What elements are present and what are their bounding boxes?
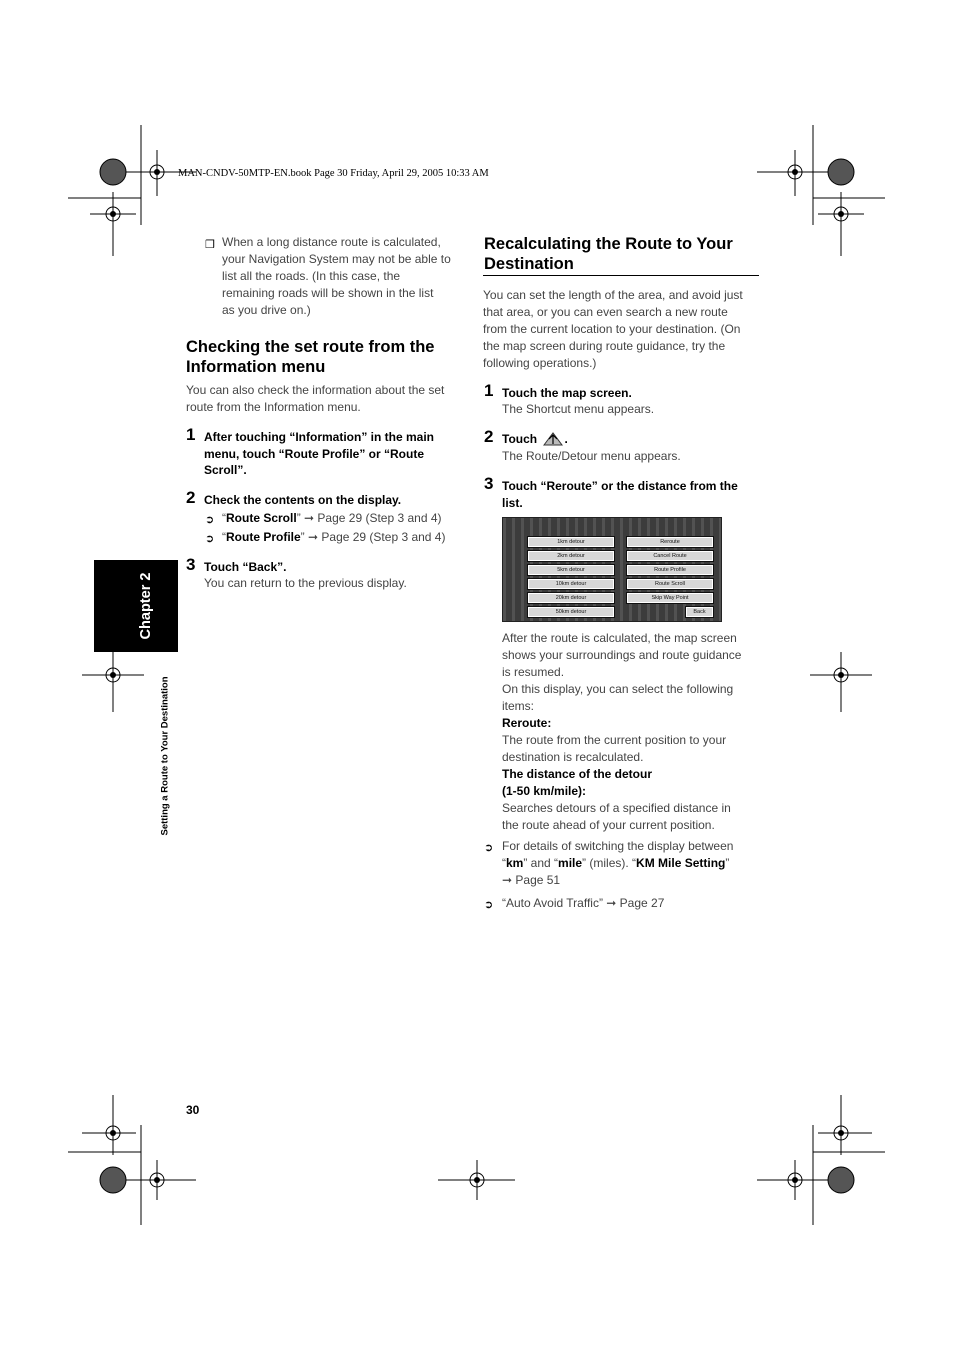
back-button[interactable]: Back (686, 607, 713, 617)
step-text: Touch (502, 432, 538, 446)
after-line: is resumed. (502, 665, 565, 679)
ref-target: ” ➞ Page 29 (Step 3 and 4) (296, 511, 442, 525)
arrow-bullet-icon: ➲ (205, 533, 215, 545)
reroute-line: The route from the current position to your (502, 733, 727, 747)
step-line: list. (502, 495, 523, 510)
heading-line: Destination (484, 255, 574, 273)
step-number: 3 (186, 555, 196, 574)
step-result: The Shortcut menu appears. (502, 402, 655, 416)
detour-20km-button[interactable]: 20km detour (528, 593, 614, 603)
ref-term: Route Scroll (226, 511, 297, 525)
note-line: remaining roads will be shown in the list (222, 286, 434, 300)
section-intro (186, 382, 444, 416)
file-header: MAN-CNDV-50MTP-EN.book Page 30 Friday, April 29, 2005 10:33 AM (178, 168, 489, 179)
intro-line: the map screen during route guidance, try the (483, 339, 726, 353)
ref-line: For details of switching the display between (502, 839, 734, 853)
reroute-line: destination is recalculated. (502, 750, 644, 764)
quote: ” and “ (523, 856, 559, 870)
detour-1km-button[interactable]: 1km detour (528, 537, 614, 547)
step-line: After touching “Information” in the main (204, 430, 434, 444)
arrow-bullet-icon: ➲ (205, 514, 215, 526)
intro-line: route from the Information menu. (186, 400, 361, 414)
section-intro (483, 287, 743, 372)
arrow-bullet-icon: ➲ (484, 899, 494, 911)
page-reference (502, 838, 733, 889)
step-text-period: . (564, 432, 568, 446)
ref-term: Route Profile (226, 530, 301, 544)
intro-line: You can also check the information about the set (186, 383, 445, 397)
section-heading (484, 234, 733, 274)
step-number: 1 (186, 425, 196, 444)
step-instruction (204, 429, 434, 479)
quote: ” (725, 856, 730, 870)
quote: “ (502, 856, 506, 870)
heading-rule (483, 275, 759, 276)
intro-line: You can set the length of the area, and avoid just (483, 288, 743, 302)
after-line: After the route is calculated, the map screen (502, 631, 737, 645)
detour-5km-button[interactable]: 5km detour (528, 565, 614, 575)
step-result: You can return to the previous display. (204, 576, 407, 590)
ref-line: ➞ Page 51 (502, 873, 561, 887)
heading-line: Information menu (186, 358, 326, 376)
step-line: menu, touch “Route Profile” or “Route (204, 446, 425, 461)
page-reference: “Auto Avoid Traffic” ➞ Page 27 (502, 896, 665, 910)
chapter-label: Chapter 2 (138, 572, 154, 640)
intro-line: following operations.) (483, 356, 597, 370)
note-box-icon: ❒ (205, 239, 215, 251)
note-text (222, 234, 451, 319)
step-number: 2 (484, 427, 494, 446)
heading-line: Checking the set route from the (186, 338, 435, 356)
ref-term: mile (558, 856, 583, 870)
step-number: 3 (484, 474, 494, 493)
route-scroll-button[interactable]: Route Scroll (627, 579, 713, 589)
section-side-title: Setting a Route to Your Destination (159, 676, 171, 836)
after-text (502, 630, 741, 834)
route-profile-button[interactable]: Route Profile (627, 565, 713, 575)
step-instruction: Touch the map screen. (502, 386, 632, 400)
step-line: Touch “Reroute” or the distance from the (502, 479, 738, 493)
ref-term: KM Mile Setting (636, 856, 726, 870)
reroute-map-icon (542, 431, 564, 447)
page-reference (222, 529, 445, 546)
detour-label: (1-50 km/mile): (502, 784, 587, 798)
skip-way-point-button[interactable]: Skip Way Point (627, 593, 713, 603)
after-line: items: (502, 699, 535, 713)
step-number: 2 (186, 488, 196, 507)
step-instruction (502, 478, 738, 511)
note-line: as you drive on.) (222, 303, 311, 317)
section-heading (186, 337, 434, 377)
arrow-bullet-icon: ➲ (484, 842, 494, 854)
ref-line (502, 855, 733, 872)
ref-text: ” (miles). “ (582, 856, 637, 870)
page-reference (222, 510, 442, 527)
intro-line: from the current location to your destination. (On (483, 322, 741, 336)
step-instruction: Check the contents on the display. (204, 493, 402, 507)
route-detour-menu-screenshot (502, 517, 722, 622)
detour-label: The distance of the detour (502, 767, 653, 781)
note-line: your Navigation System may not be able to (222, 252, 451, 266)
ref-term: km (506, 856, 524, 870)
chapter-tab (94, 560, 178, 652)
detour-2km-button[interactable]: 2km detour (528, 551, 614, 561)
step-result: The Route/Detour menu appears. (502, 449, 681, 463)
step-line: Scroll”. (204, 463, 247, 477)
note-line: When a long distance route is calculated, (222, 235, 441, 249)
step-instruction: Touch “Back”. (204, 560, 287, 574)
detour-50km-button[interactable]: 50km detour (528, 607, 614, 617)
quote: “ (222, 511, 226, 525)
page-number: 30 (186, 1103, 200, 1117)
step-instruction (502, 431, 568, 448)
step-number: 1 (484, 381, 494, 400)
detour-10km-button[interactable]: 10km detour (528, 579, 614, 589)
cancel-route-button[interactable]: Cancel Route (627, 551, 713, 561)
reroute-label: Reroute: (502, 716, 552, 730)
intro-line: that area, or you can even search a new route (483, 305, 728, 319)
detour-line: Searches detours of a specified distance in (502, 801, 731, 815)
after-line: On this display, you can select the following (502, 682, 734, 696)
heading-line: Recalculating the Route to Your (484, 235, 733, 253)
note-line: list all the roads. (In this case, the (222, 269, 401, 283)
ref-target: ” ➞ Page 29 (Step 3 and 4) (300, 530, 446, 544)
detour-line: the route ahead of your current position. (502, 818, 715, 832)
after-line: shows your surroundings and route guidance (502, 648, 742, 662)
quote: “ (222, 530, 226, 544)
reroute-button[interactable]: Reroute (627, 537, 713, 547)
